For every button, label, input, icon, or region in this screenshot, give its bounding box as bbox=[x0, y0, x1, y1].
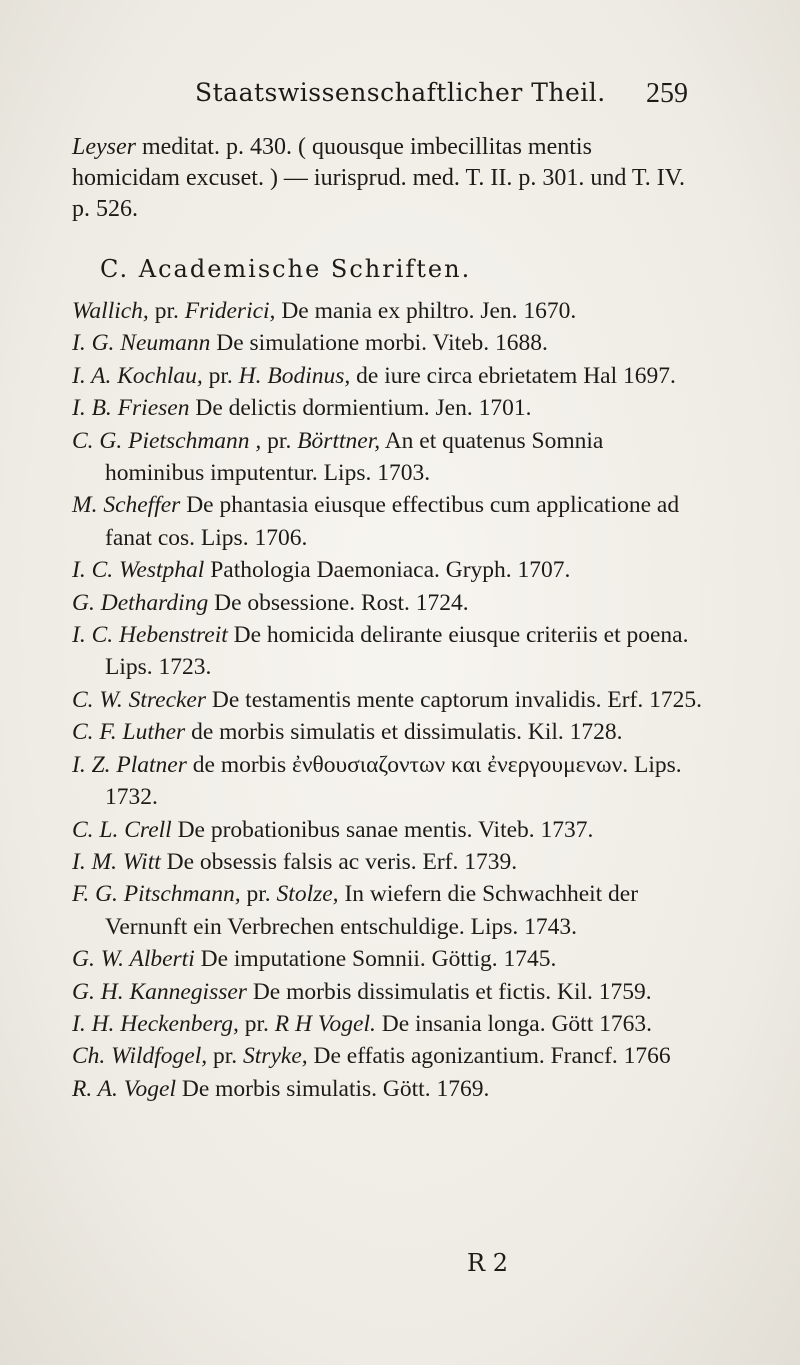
list-item bbox=[72, 1040, 704, 1072]
entry-praeses: Stolze, bbox=[276, 881, 339, 908]
entry-praeses-marker: pr. bbox=[202, 362, 239, 389]
entry-author: Ch. Wildfogel, bbox=[72, 1043, 208, 1070]
entry-author: C. L. Crell bbox=[72, 816, 172, 843]
list-item bbox=[72, 846, 704, 878]
entry-title: De effatis agonizantium. Francf. 1766 bbox=[307, 1043, 671, 1070]
entry-praeses: Börttner, bbox=[297, 427, 381, 454]
entry-author: I. C. Westphal bbox=[72, 557, 205, 584]
entry-author: I. B. Friesen bbox=[72, 395, 190, 422]
list-item bbox=[72, 587, 704, 619]
entry-author: I. C. Hebenstreit bbox=[72, 622, 228, 649]
entry-title: De probationibus sanae mentis. Viteb. 1737. bbox=[171, 816, 594, 843]
entry-praeses-marker: pr. bbox=[261, 427, 298, 454]
entry-praeses-marker: pr. bbox=[240, 881, 277, 908]
entry-author: G. H. Kannegisser bbox=[72, 978, 247, 1005]
bibliography-list bbox=[72, 295, 704, 1105]
list-item bbox=[72, 619, 704, 684]
list-item bbox=[72, 716, 704, 748]
entry-title: In wiefern die Schwachheit der Vernunft ein Verbrechen entschuldige. Lips. 1743. bbox=[105, 881, 639, 940]
list-item bbox=[72, 1008, 704, 1040]
entry-title: de morbis simulatis et dissimulatis. Kil. 1728. bbox=[185, 719, 623, 746]
list-item bbox=[72, 943, 704, 975]
entry-author: G. W. Alberti bbox=[72, 946, 195, 973]
entry-praeses: Stryke, bbox=[243, 1043, 308, 1070]
entry-title: De delictis dormientium. Jen. 1701. bbox=[189, 395, 532, 422]
list-item bbox=[72, 976, 704, 1008]
list-item bbox=[72, 360, 704, 392]
entry-author: I. G. Neumann bbox=[72, 330, 211, 357]
entry-praeses-marker: pr. bbox=[207, 1043, 244, 1070]
list-item bbox=[72, 554, 704, 586]
entry-title: De testamentis mente captorum invalidis. Erf. 1725. bbox=[206, 686, 703, 713]
entry-title: De homicida delirante eiusque criteriis et poena. Lips. 1723. bbox=[105, 622, 689, 681]
entry-title: Pathologia Daemoniaca. Gryph. 1707. bbox=[204, 557, 571, 584]
list-item bbox=[72, 1073, 704, 1105]
entry-title: De obsessis falsis ac veris. Erf. 1739. bbox=[160, 848, 518, 875]
list-item bbox=[72, 814, 704, 846]
signature-mark: R 2 bbox=[467, 1249, 508, 1277]
entry-author: I. A. Kochlau, bbox=[72, 362, 203, 389]
running-title: Staatswissenschaftlicher Theil. bbox=[195, 78, 606, 107]
entry-author: F. G. Pitschmann, bbox=[72, 881, 241, 908]
entry-title: De simulatione morbi. Viteb. 1688. bbox=[210, 330, 548, 357]
entry-title: De imputatione Somnii. Göttig. 1745. bbox=[194, 946, 557, 973]
list-item bbox=[72, 425, 704, 490]
entry-title: de iure circa ebrietatem Hal 1697. bbox=[350, 362, 676, 389]
entry-praeses: H. Bodinus, bbox=[238, 362, 351, 389]
entry-author: G. Detharding bbox=[72, 589, 209, 616]
entry-praeses: R H Vogel. bbox=[274, 1010, 376, 1037]
entry-praeses: Friderici, bbox=[184, 298, 276, 324]
entry-title: De phantasia eiusque effectibus cum applicatione ad fanat cos. Lips. 1706. bbox=[105, 492, 680, 551]
intro-text: meditat. p. 430. ( quousque imbecillitas mentis homicidam excuset. ) — iurisprud. med. T. II. p. 301. und T. IV. p. 526. bbox=[72, 134, 686, 222]
entry-title: An et quatenus Somnia hominibus imputentur. Lips. 1703. bbox=[105, 427, 604, 487]
list-item bbox=[72, 489, 704, 554]
list-item bbox=[72, 327, 704, 359]
entry-title: De insania longa. Gött 1763. bbox=[375, 1010, 652, 1037]
intro-author: Leyser bbox=[72, 134, 136, 160]
entry-author: C. G. Pietschmann , bbox=[72, 427, 262, 454]
entry-praeses-marker: pr. bbox=[148, 298, 185, 324]
list-item bbox=[72, 392, 704, 424]
list-item bbox=[72, 878, 704, 943]
entry-author: I. H. Heckenberg, bbox=[72, 1010, 239, 1037]
entry-author: R. A. Vogel bbox=[72, 1075, 176, 1102]
entry-author: Wallich, bbox=[72, 298, 149, 324]
entry-author: I. Z. Platner bbox=[72, 751, 187, 778]
list-item bbox=[72, 295, 704, 327]
section-title: C. Academische Schriften. bbox=[100, 255, 472, 283]
entry-title: De obsessione. Rost. 1724. bbox=[208, 589, 469, 616]
entry-title: De morbis simulatis. Gött. 1769. bbox=[176, 1075, 490, 1102]
entry-title: De morbis dissimulatis et fictis. Kil. 1759. bbox=[246, 978, 652, 1005]
entry-author: C. F. Luther bbox=[72, 719, 186, 746]
list-item bbox=[72, 684, 704, 716]
page-number: 259 bbox=[646, 78, 688, 109]
entry-title: de morbis ἐνθουσιαζοντων και ἐνεργουμενων. Lips. 1732. bbox=[105, 751, 682, 811]
entry-author: C. W. Strecker bbox=[72, 686, 207, 713]
entry-author: I. M. Witt bbox=[72, 848, 161, 875]
entry-praeses-marker: pr. bbox=[238, 1010, 275, 1037]
entry-author: M. Scheffer bbox=[72, 492, 181, 519]
intro-paragraph bbox=[72, 132, 702, 225]
entry-title: De mania ex philtro. Jen. 1670. bbox=[275, 298, 577, 324]
list-item bbox=[72, 749, 704, 814]
